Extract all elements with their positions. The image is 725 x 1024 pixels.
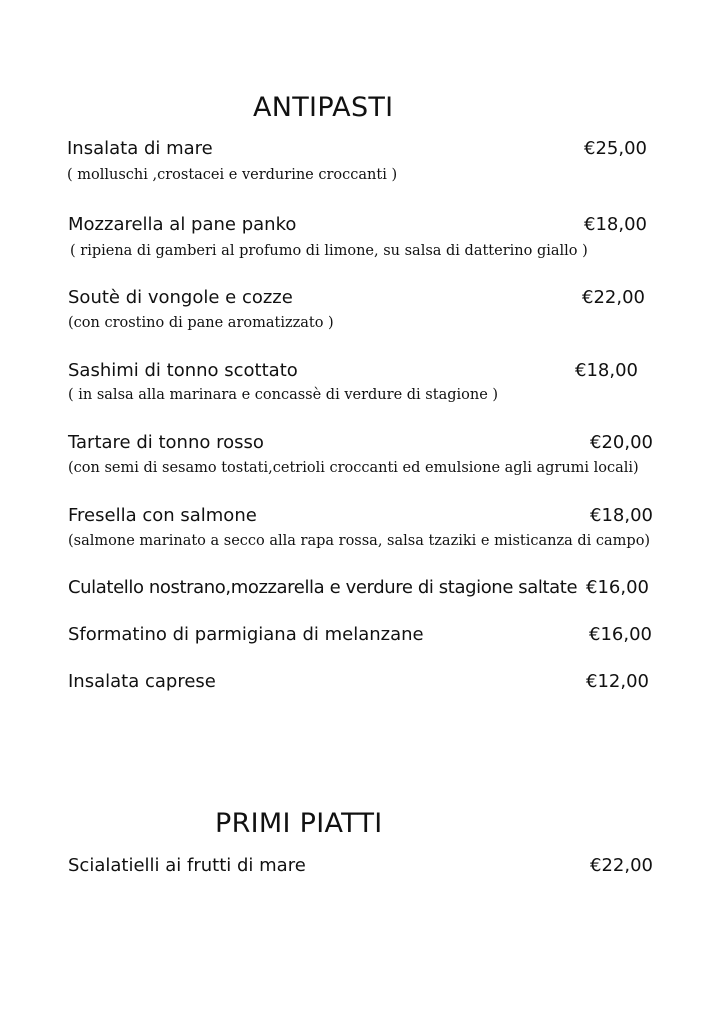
menu-item-price: €16,00 <box>586 577 649 598</box>
menu-item-name: Sformatino di parmigiana di melanzane <box>68 624 424 645</box>
menu-item-price: €20,00 <box>590 432 653 453</box>
menu-item-name: Fresella con salmone <box>68 505 257 526</box>
menu-item-name: Tartare di tonno rosso <box>68 432 264 453</box>
menu-item-name: Soutè di vongole e cozze <box>68 287 293 308</box>
menu-item-price: €16,00 <box>589 624 652 645</box>
menu-item-description: ( ripiena di gamberi al profumo di limone, su salsa di datterino giallo ) <box>70 243 588 259</box>
menu-item-price: €18,00 <box>575 360 638 381</box>
menu-item-name: Insalata caprese <box>68 671 216 692</box>
menu-item-price: €22,00 <box>582 287 645 308</box>
menu-item-name: Sashimi di tonno scottato <box>68 360 298 381</box>
menu-item-price: €18,00 <box>590 505 653 526</box>
primi-piatti-heading: PRIMI PIATTI <box>215 808 383 839</box>
menu-item-name: Mozzarella al pane panko <box>68 214 297 235</box>
menu-item-price: €22,00 <box>590 855 653 876</box>
menu-item-description: ( in salsa alla marinara e concassè di verdure di stagione ) <box>68 387 499 403</box>
menu-item-name: Culatello nostrano,mozzarella e verdure di stagione saltate <box>68 577 578 598</box>
menu-item-description: (con crostino di pane aromatizzato ) <box>68 315 334 331</box>
menu-item-description: (salmone marinato a secco alla rapa rossa, salsa tzaziki e misticanza di campo) <box>68 533 651 549</box>
antipasti-heading: ANTIPASTI <box>253 92 394 123</box>
menu-item-name: Scialatielli ai frutti di mare <box>68 855 306 876</box>
menu-item-description: (con semi di sesamo tostati,cetrioli croccanti ed emulsione agli agrumi locali) <box>68 460 639 476</box>
menu-item-price: €25,00 <box>584 138 647 159</box>
menu-item-name: Insalata di mare <box>67 138 213 159</box>
menu-item-description: ( molluschi ,crostacei e verdurine croccanti ) <box>67 167 398 183</box>
menu-item-price: €18,00 <box>584 214 647 235</box>
menu-item-price: €12,00 <box>586 671 649 692</box>
